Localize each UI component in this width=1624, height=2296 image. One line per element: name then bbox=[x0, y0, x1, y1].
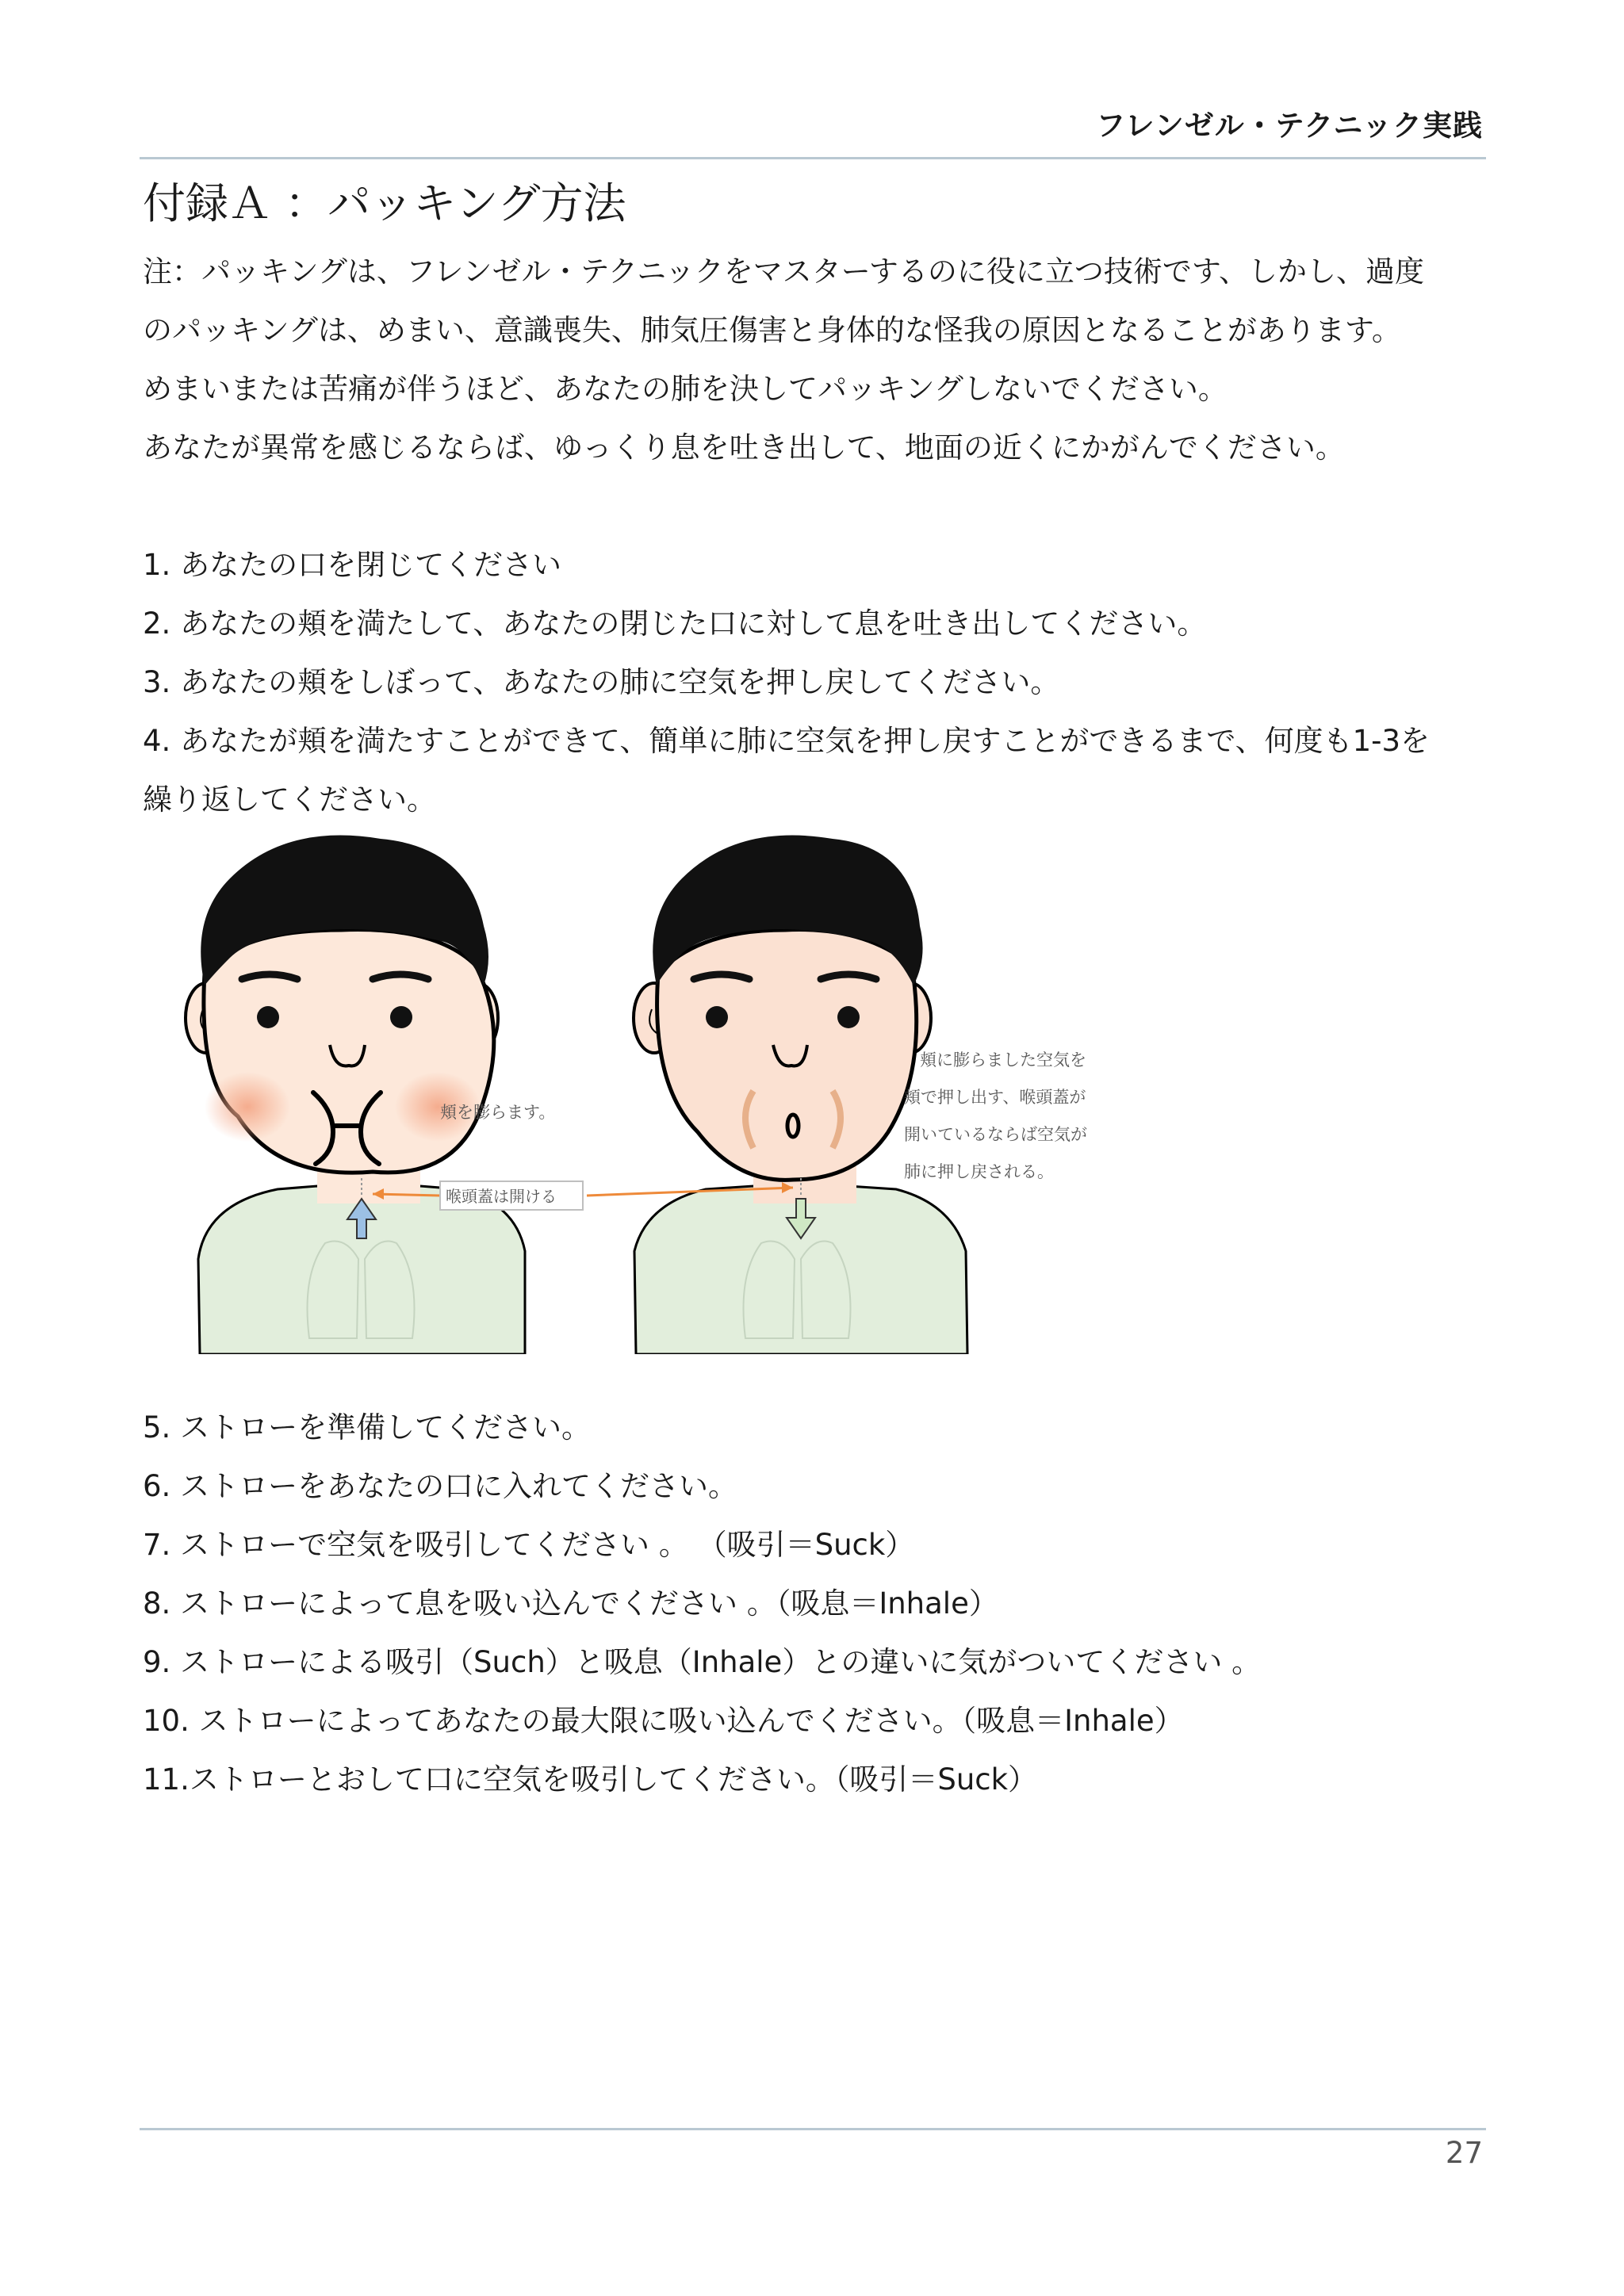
step-item: 6. ストローをあなたの口に入れてください。 bbox=[143, 1469, 738, 1503]
steps-list-part2 bbox=[143, 1399, 1491, 1809]
label-push-line: 頬で押し出す、喉頭蓋が bbox=[904, 1088, 1086, 1107]
caution-note bbox=[143, 243, 1491, 477]
label-push-line: 肺に押し戻される。 bbox=[904, 1162, 1054, 1181]
step-item: 4. あなたが頬を満たすことができて、簡単に肺に空気を押し戻すことができるまで、何度も1-3を bbox=[143, 724, 1431, 758]
header-rule bbox=[140, 157, 1486, 159]
step-item: 2. あなたの頬を満たして、あなたの閉じた口に対して息を吐き出してください。 bbox=[143, 607, 1207, 641]
note-line: 注：パッキングは、フレンゼル・テクニックをマスターするのに役に立つ技術です、しかし、過度 bbox=[143, 254, 1424, 289]
step-item: 5. ストローを準備してください。 bbox=[143, 1410, 592, 1445]
label-glottis: 喉頭蓋は開ける bbox=[446, 1187, 557, 1206]
label-push-line: 開いているならば空気が bbox=[904, 1125, 1087, 1144]
label-push-line: 頬に膨らました空気を bbox=[920, 1050, 1086, 1070]
eye-right-b bbox=[837, 1006, 860, 1028]
note-line: あなたが異常を感じるならば、ゆっくり息を吐き出して、地面の近くにかがんでください。 bbox=[143, 430, 1345, 465]
cheek-blush-left-a bbox=[205, 1072, 290, 1142]
steps-list-part1 bbox=[143, 536, 1491, 829]
step-item: 8. ストローによって息を吸い込んでください 。（吸息＝Inhale） bbox=[143, 1586, 998, 1621]
step-item: 11.ストローとおして口に空気を吸引してください。（吸引＝Suck） bbox=[143, 1762, 1038, 1797]
page-number: 27 bbox=[1445, 2136, 1483, 2170]
eye-left-a bbox=[257, 1006, 279, 1028]
step-item: 3. あなたの頬をしぼって、あなたの肺に空気を押し戻してください。 bbox=[143, 665, 1060, 699]
label-puff-cheeks: 頬を膨らます。 bbox=[440, 1103, 556, 1122]
packing-illustration bbox=[182, 831, 1134, 1354]
face-squeezed bbox=[657, 930, 917, 1181]
note-line: のパッキングは、めまい、意識喪失、肺気圧傷害と身体的な怪我の原因となることがあります。 bbox=[143, 313, 1401, 347]
note-line: めまいまたは苦痛が伴うほど、あなたの肺を決してパッキングしないでください。 bbox=[143, 372, 1228, 406]
eye-right-a bbox=[706, 1006, 728, 1028]
page-title: 付録Ａ ：パッキング方法 bbox=[143, 178, 626, 228]
step-item-continuation: 繰り返してください。 bbox=[143, 783, 436, 817]
label-push-air bbox=[904, 1050, 1087, 1181]
footer-rule bbox=[140, 2128, 1486, 2130]
running-header-title: フレンゼル・テクニック実践 bbox=[1096, 109, 1483, 143]
step-item: 9. ストローによる吸引（Such）と吸息（Inhale）との違いに気がついてください 。 bbox=[143, 1645, 1262, 1679]
step-item: 7. ストローで空気を吸引してください 。 （吸引＝Suck） bbox=[143, 1528, 915, 1562]
eye-left-b bbox=[390, 1006, 412, 1028]
step-item: 1. あなたの口を閉じてください bbox=[143, 548, 562, 582]
figure-puffed-cheeks bbox=[186, 836, 525, 1354]
step-item: 10. ストローによってあなたの最大限に吸い込んでください。（吸息＝Inhale） bbox=[143, 1704, 1184, 1738]
